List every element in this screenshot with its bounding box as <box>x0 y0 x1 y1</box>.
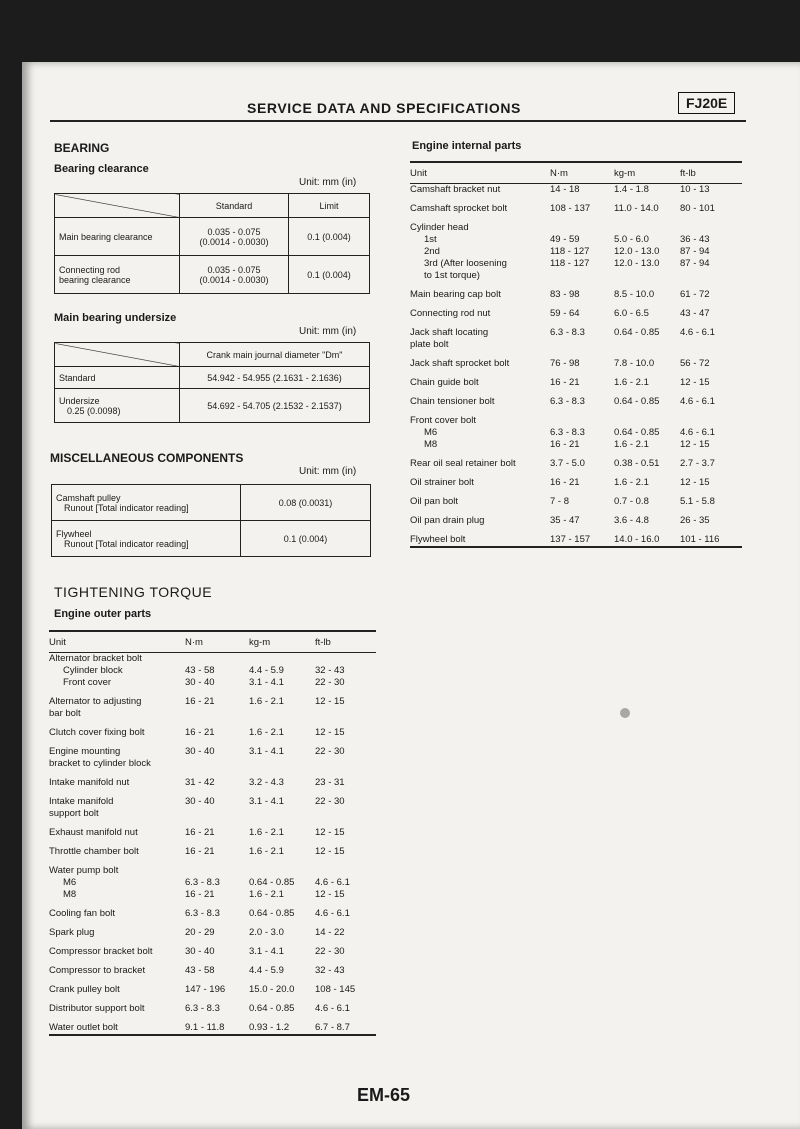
kgm-value <box>614 270 680 282</box>
col-kgm: kg-m <box>249 632 315 653</box>
ftlb-value: 12 - 15 <box>680 377 710 388</box>
table-row <box>49 720 376 739</box>
kgm-value: 3.6 - 4.8 <box>614 515 649 526</box>
nm-value: 6.3 - 8.3 <box>550 396 585 407</box>
main-bearing-undersize-table <box>54 342 370 423</box>
row-label: Front cover <box>63 677 112 688</box>
table-row <box>410 389 742 408</box>
row-label: Oil strainer bolt <box>410 477 474 488</box>
misc-components-table <box>51 484 371 557</box>
kgm-value: 4.4 - 5.9 <box>249 965 284 976</box>
row-label-line1: Flywheel <box>56 528 92 539</box>
table-row <box>49 996 376 1015</box>
ftlb-value <box>680 339 742 351</box>
standard-in: (0.0014 - 0.0030) <box>199 236 269 247</box>
table-row <box>410 351 742 370</box>
kgm-value <box>614 339 680 351</box>
outer-torque-block <box>49 630 376 1036</box>
row-label: 2nd <box>424 246 440 257</box>
ftlb-value: 12 - 15 <box>315 827 345 838</box>
undersize-unit: Unit: mm (in) <box>299 326 357 337</box>
nm-value: 20 - 29 <box>185 927 215 938</box>
nm-value: 6.3 - 8.3 <box>550 327 585 338</box>
standard-mm: 0.035 - 0.075 <box>207 264 261 275</box>
table-row <box>410 527 742 546</box>
table-row <box>49 889 376 901</box>
table-row <box>49 877 376 889</box>
ftlb-value <box>680 215 742 234</box>
nm-value: 16 - 21 <box>185 727 215 738</box>
row-label: to 1st torque) <box>424 270 480 281</box>
ftlb-value: 2.7 - 3.7 <box>680 458 715 469</box>
nm-value <box>550 339 614 351</box>
table-row <box>49 770 376 789</box>
ftlb-value: 10 - 13 <box>680 184 710 195</box>
standard-value <box>180 218 289 256</box>
ftlb-value <box>315 758 376 770</box>
bearing-clearance-heading: Bearing clearance <box>54 163 149 175</box>
kgm-value: 8.5 - 10.0 <box>614 289 655 300</box>
bearing-clearance-table <box>54 193 370 294</box>
row-label <box>55 256 180 294</box>
kgm-value <box>249 653 315 666</box>
table-row <box>410 451 742 470</box>
tightening-torque-heading: TIGHTENING TORQUE <box>54 584 213 600</box>
row-label: Cylinder head <box>410 222 469 233</box>
row-label: Clutch cover fixing bolt <box>49 727 145 738</box>
nm-value: 6.3 - 8.3 <box>550 427 585 438</box>
col-unit: Unit <box>49 632 185 653</box>
kgm-value: 4.4 - 5.9 <box>249 665 284 676</box>
row-label: M6 <box>63 877 77 888</box>
outer-torque-rows <box>49 653 376 1035</box>
kgm-value <box>249 708 315 720</box>
row-label: Chain tensioner bolt <box>410 396 495 407</box>
table-row <box>49 739 376 758</box>
ftlb-value: 4.6 - 6.1 <box>315 908 350 919</box>
ftlb-value <box>315 858 376 877</box>
page-title: SERVICE DATA AND SPECIFICATIONS <box>247 100 521 116</box>
nm-value: 108 - 137 <box>550 203 591 214</box>
kgm-value: 0.64 - 0.85 <box>614 427 660 438</box>
table-row <box>410 234 742 246</box>
ftlb-value: 22 - 30 <box>315 677 345 688</box>
nm-value: 83 - 98 <box>550 289 580 300</box>
row-label: Connecting rod nut <box>410 308 491 319</box>
nm-value: 6.3 - 8.3 <box>185 877 220 888</box>
row-label: Camshaft bracket nut <box>410 184 501 195</box>
bearing-heading: BEARING <box>54 141 110 155</box>
ftlb-value: 12 - 15 <box>315 889 345 900</box>
ftlb-value: 32 - 43 <box>315 665 345 676</box>
ftlb-value: 87 - 94 <box>680 246 710 257</box>
table-row <box>49 958 376 977</box>
ftlb-value: 108 - 145 <box>315 984 356 995</box>
col-nm: N·m <box>185 632 249 653</box>
table-row <box>410 301 742 320</box>
ftlb-value: 4.6 - 6.1 <box>680 396 715 407</box>
kgm-value: 2.0 - 3.0 <box>249 927 284 938</box>
misc-heading: MISCELLANEOUS COMPONENTS <box>50 451 244 465</box>
nm-value: 3.7 - 5.0 <box>550 458 585 469</box>
table-corner-cell <box>55 194 180 218</box>
nm-value: 49 - 59 <box>550 234 580 245</box>
row-label: Water outlet bolt <box>49 1022 118 1033</box>
ftlb-value: 22 - 30 <box>315 946 345 957</box>
row-label: Engine mounting <box>49 746 121 757</box>
ftlb-value: 26 - 35 <box>680 515 710 526</box>
ftlb-value: 12 - 15 <box>315 727 345 738</box>
kgm-value: 3.1 - 4.1 <box>249 796 284 807</box>
ftlb-value: 56 - 72 <box>680 358 710 369</box>
row-label: Alternator to adjusting <box>49 696 142 707</box>
kgm-value: 1.4 - 1.8 <box>614 184 649 195</box>
table-row <box>55 367 370 389</box>
nm-value <box>550 215 614 234</box>
table-row <box>52 485 371 521</box>
row-label: 1st <box>424 234 437 245</box>
table-row <box>410 339 742 351</box>
ftlb-value <box>315 808 376 820</box>
nm-value: 16 - 21 <box>185 827 215 838</box>
ftlb-value: 5.1 - 5.8 <box>680 496 715 507</box>
row-label: Compressor to bracket <box>49 965 146 976</box>
standard-in: (0.0014 - 0.0030) <box>199 274 269 285</box>
table-row <box>52 521 371 557</box>
row-label: M8 <box>63 889 77 900</box>
ftlb-value: 12 - 15 <box>680 477 710 488</box>
limit-value: 0.1 (0.004) <box>289 256 370 294</box>
kgm-value: 12.0 - 13.0 <box>614 258 660 269</box>
table-row <box>49 665 376 677</box>
ftlb-value: 32 - 43 <box>315 965 345 976</box>
table-row <box>410 489 742 508</box>
kgm-value: 3.1 - 4.1 <box>249 946 284 957</box>
row-label: Exhaust manifold nut <box>49 827 138 838</box>
nm-value: 7 - 8 <box>550 496 570 507</box>
row-label: support bolt <box>49 808 99 819</box>
col-limit: Limit <box>289 194 370 218</box>
row-label: bracket to cylinder block <box>49 758 151 769</box>
kgm-value: 0.38 - 0.51 <box>614 458 660 469</box>
col-journal-diameter: Crank main journal diameter "Dm" <box>180 343 370 367</box>
row-label: Main bearing clearance <box>55 218 180 256</box>
table-row <box>49 708 376 720</box>
row-label <box>55 389 180 423</box>
table-row <box>49 820 376 839</box>
table-corner-cell <box>55 343 180 367</box>
col-standard: Standard <box>180 194 289 218</box>
nm-value: 30 - 40 <box>185 677 215 688</box>
table-row <box>410 258 742 270</box>
table-row <box>49 677 376 689</box>
row-label-line2: Runout [Total indicator reading] <box>64 502 189 513</box>
nm-value <box>185 708 249 720</box>
ftlb-value <box>680 270 742 282</box>
table-row <box>49 839 376 858</box>
kgm-value: 7.8 - 10.0 <box>614 358 655 369</box>
kgm-value <box>614 215 680 234</box>
kgm-value: 1.6 - 2.1 <box>249 827 284 838</box>
kgm-value: 11.0 - 14.0 <box>614 203 659 214</box>
engine-internal-parts-heading: Engine internal parts <box>412 140 522 152</box>
table-row <box>410 427 742 439</box>
kgm-value: 1.6 - 2.1 <box>249 889 284 900</box>
ftlb-value: 4.6 - 6.1 <box>680 427 715 438</box>
ftlb-value: 4.6 - 6.1 <box>315 877 350 888</box>
ftlb-value: 87 - 94 <box>680 258 710 269</box>
row-label: Cooling fan bolt <box>49 908 116 919</box>
kgm-value: 1.6 - 2.1 <box>614 477 649 488</box>
row-label: Distributor support bolt <box>49 1003 145 1014</box>
row-label: Chain guide bolt <box>410 377 479 388</box>
bearing-clearance-unit: Unit: mm (in) <box>299 177 357 188</box>
col-kgm: kg-m <box>614 163 680 184</box>
kgm-value: 1.6 - 2.1 <box>249 846 284 857</box>
kgm-value: 14.0 - 16.0 <box>614 534 660 545</box>
ftlb-value <box>315 653 376 666</box>
kgm-value: 0.64 - 0.85 <box>249 877 295 888</box>
nm-value: 16 - 21 <box>185 889 215 900</box>
nm-value: 16 - 21 <box>185 696 215 707</box>
nm-value: 6.3 - 8.3 <box>185 908 220 919</box>
ftlb-value: 12 - 15 <box>315 696 345 707</box>
ftlb-value: 4.6 - 6.1 <box>315 1003 350 1014</box>
table-row <box>49 653 376 666</box>
kgm-value: 0.64 - 0.85 <box>614 396 660 407</box>
row-label: Flywheel bolt <box>410 534 466 545</box>
table-row <box>49 758 376 770</box>
ftlb-value <box>680 408 742 427</box>
diameter-value: 54.942 - 54.955 (2.1631 - 2.1636) <box>180 367 370 389</box>
row-label: Intake manifold nut <box>49 777 130 788</box>
kgm-value: 1.6 - 2.1 <box>614 439 649 450</box>
kgm-value: 1.6 - 2.1 <box>614 377 649 388</box>
col-nm: N·m <box>550 163 614 184</box>
nm-value <box>185 653 249 666</box>
table-row <box>410 270 742 282</box>
ftlb-value: 36 - 43 <box>680 234 710 245</box>
col-ftlb: ft-lb <box>680 163 742 184</box>
row-label: Jack shaft locating <box>410 327 489 338</box>
row-label-line1: Undersize <box>59 395 100 406</box>
nm-value: 16 - 21 <box>185 846 215 857</box>
table-row <box>410 282 742 301</box>
table-row <box>410 320 742 339</box>
row-label: Cylinder block <box>63 665 123 676</box>
limit-value: 0.1 (0.004) <box>289 218 370 256</box>
kgm-value: 0.64 - 0.85 <box>614 327 660 338</box>
nm-value: 43 - 58 <box>185 665 215 676</box>
table-row <box>49 1015 376 1034</box>
row-label: M6 <box>424 427 438 438</box>
engine-outer-parts-heading: Engine outer parts <box>54 608 152 620</box>
nm-value: 118 - 127 <box>550 246 590 257</box>
nm-value: 59 - 64 <box>550 308 580 319</box>
nm-value: 30 - 40 <box>185 946 215 957</box>
table-row <box>410 215 742 234</box>
kgm-value <box>249 758 315 770</box>
row-label: M8 <box>424 439 438 450</box>
kgm-value: 12.0 - 13.0 <box>614 246 660 257</box>
nm-value: 30 - 40 <box>185 746 215 757</box>
runout-value: 0.1 (0.004) <box>241 521 371 557</box>
table-row <box>410 508 742 527</box>
row-label: 3rd (After loosening <box>424 258 507 269</box>
row-label: Jack shaft sprocket bolt <box>410 358 510 369</box>
ftlb-value: 6.7 - 8.7 <box>315 1022 350 1033</box>
nm-value <box>185 808 249 820</box>
ftlb-value: 4.6 - 6.1 <box>680 327 715 338</box>
row-label: Intake manifold <box>49 796 114 807</box>
ftlb-value: 14 - 22 <box>315 927 345 938</box>
ftlb-value: 61 - 72 <box>680 289 710 300</box>
nm-value: 9.1 - 11.8 <box>185 1022 225 1033</box>
row-label: Front cover bolt <box>410 415 476 426</box>
row-label: Standard <box>55 367 180 389</box>
ftlb-value: 12 - 15 <box>680 439 710 450</box>
table-row <box>49 939 376 958</box>
nm-value: 16 - 21 <box>550 439 580 450</box>
row-label: Alternator bracket bolt <box>49 653 142 664</box>
table-row <box>410 408 742 427</box>
nm-value <box>185 858 249 877</box>
nm-value: 14 - 18 <box>550 184 580 195</box>
kgm-value: 3.1 - 4.1 <box>249 746 284 757</box>
table-row <box>410 184 742 197</box>
ftlb-value <box>315 708 376 720</box>
row-label-line1: Camshaft pulley <box>56 492 121 503</box>
manual-page <box>22 62 800 1129</box>
col-ftlb: ft-lb <box>315 632 376 653</box>
row-label: Oil pan drain plug <box>410 515 485 526</box>
row-label: Crank pulley bolt <box>49 984 120 995</box>
nm-value: 147 - 196 <box>185 984 226 995</box>
kgm-value: 1.6 - 2.1 <box>249 727 284 738</box>
row-label: plate bolt <box>410 339 449 350</box>
nm-value: 16 - 21 <box>550 477 580 488</box>
nm-value: 31 - 42 <box>185 777 215 788</box>
kgm-value: 15.0 - 20.0 <box>249 984 295 995</box>
nm-value: 76 - 98 <box>550 358 580 369</box>
row-label: Rear oil seal retainer bolt <box>410 458 516 469</box>
row-label: Camshaft sprocket bolt <box>410 203 508 214</box>
row-label-line1: Connecting rod <box>59 264 121 275</box>
row-label: Main bearing cap bolt <box>410 289 501 300</box>
ftlb-value: 43 - 47 <box>680 308 710 319</box>
row-label <box>52 485 241 521</box>
internal-torque-rows <box>410 184 742 547</box>
kgm-value: 6.0 - 6.5 <box>614 308 649 319</box>
standard-mm: 0.035 - 0.075 <box>207 226 261 237</box>
kgm-value: 3.1 - 4.1 <box>249 677 284 688</box>
runout-value: 0.08 (0.0031) <box>241 485 371 521</box>
table-row <box>55 389 370 423</box>
table-row <box>49 689 376 708</box>
nm-value <box>550 408 614 427</box>
row-label: Compressor bracket bolt <box>49 946 153 957</box>
col-unit: Unit <box>410 163 550 184</box>
diameter-value: 54.692 - 54.705 (2.1532 - 2.1537) <box>180 389 370 423</box>
table-row <box>410 370 742 389</box>
row-label: Water pump bolt <box>49 865 119 876</box>
ftlb-value: 23 - 31 <box>315 777 345 788</box>
kgm-value: 0.64 - 0.85 <box>249 1003 295 1014</box>
kgm-value: 1.6 - 2.1 <box>249 696 284 707</box>
table-row <box>49 901 376 920</box>
table-row <box>49 789 376 808</box>
ink-stain <box>620 708 630 718</box>
table-row <box>410 439 742 451</box>
ftlb-value: 80 - 101 <box>680 203 715 214</box>
row-label: Throttle chamber bolt <box>49 846 139 857</box>
internal-torque-table <box>410 163 742 546</box>
table-row <box>49 977 376 996</box>
row-label: bar bolt <box>49 708 81 719</box>
model-badge: FJ20E <box>678 92 735 114</box>
nm-value: 30 - 40 <box>185 796 215 807</box>
table-row <box>410 470 742 489</box>
nm-value: 6.3 - 8.3 <box>185 1003 220 1014</box>
nm-value: 43 - 58 <box>185 965 215 976</box>
kgm-value: 0.7 - 0.8 <box>614 496 649 507</box>
kgm-value <box>249 858 315 877</box>
ftlb-value: 22 - 30 <box>315 796 345 807</box>
row-label <box>52 521 241 557</box>
nm-value: 118 - 127 <box>550 258 590 269</box>
ftlb-value: 12 - 15 <box>315 846 345 857</box>
table-row <box>410 246 742 258</box>
standard-value <box>180 256 289 294</box>
nm-value: 137 - 157 <box>550 534 591 545</box>
internal-torque-block <box>410 161 742 548</box>
misc-unit: Unit: mm (in) <box>299 466 357 477</box>
nm-value: 16 - 21 <box>550 377 580 388</box>
kgm-value <box>614 408 680 427</box>
table-row <box>49 858 376 877</box>
nm-value <box>550 270 614 282</box>
outer-torque-table <box>49 632 376 1034</box>
page-number: EM-65 <box>357 1085 411 1105</box>
nm-value <box>185 758 249 770</box>
row-label: Spark plug <box>49 927 95 938</box>
row-label-line2: bearing clearance <box>59 274 131 285</box>
nm-value: 35 - 47 <box>550 515 580 526</box>
kgm-value: 0.93 - 1.2 <box>249 1022 290 1033</box>
table-row <box>55 256 370 294</box>
table-row <box>55 218 370 256</box>
table-row <box>410 196 742 215</box>
kgm-value: 5.0 - 6.0 <box>614 234 649 245</box>
ftlb-value: 22 - 30 <box>315 746 345 757</box>
row-label-line2: Runout [Total indicator reading] <box>64 538 189 549</box>
kgm-value: 0.64 - 0.85 <box>249 908 295 919</box>
kgm-value: 3.2 - 4.3 <box>249 777 284 788</box>
ftlb-value: 101 - 116 <box>680 534 720 545</box>
header-rule <box>50 120 746 122</box>
main-bearing-undersize-heading: Main bearing undersize <box>54 312 177 324</box>
row-label: Oil pan bolt <box>410 496 459 507</box>
table-row <box>49 920 376 939</box>
row-label-line2: 0.25 (0.0098) <box>67 405 121 416</box>
table-row <box>49 808 376 820</box>
kgm-value <box>249 808 315 820</box>
